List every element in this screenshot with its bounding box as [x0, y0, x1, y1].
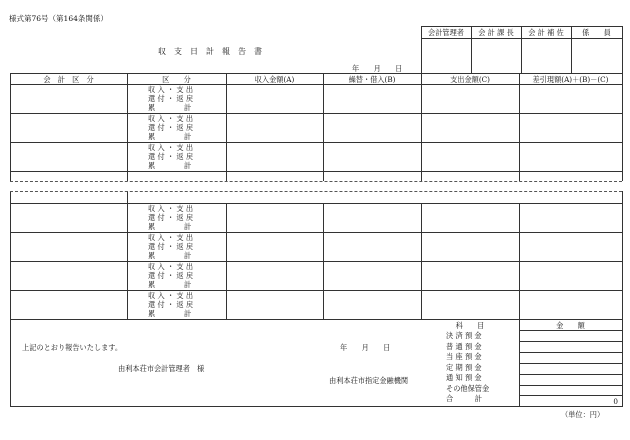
row-type-income: 収 入 ・ 支 出	[148, 85, 194, 94]
unit-note: （単位：円）	[561, 410, 605, 419]
approval-section-chief: 会 計 課 長	[478, 28, 514, 37]
header-expenditure: 支出金額(C)	[450, 75, 490, 84]
account-total: 合 計	[446, 394, 482, 403]
total-amount: 0	[613, 397, 618, 406]
approval-accountant: 会計管理者	[428, 28, 464, 37]
row-type-cumulative: 累 計	[148, 161, 192, 170]
account-notice-deposit: 通 知 預 金	[446, 373, 482, 382]
row-type-cumulative: 累 計	[148, 222, 192, 231]
row-type-refund: 還 付 ・ 返 戻	[148, 242, 194, 251]
row-label-group	[148, 114, 208, 141]
row-label-group	[148, 204, 208, 231]
account-time-deposit: 定 期 預 金	[446, 362, 482, 372]
row-label-group	[148, 85, 208, 112]
row-type-cumulative: 累 計	[148, 309, 192, 318]
row-type-cumulative: 累 計	[148, 280, 192, 289]
account-header: 科 目	[455, 321, 485, 330]
row-type-income: 収 入 ・ 支 出	[148, 143, 194, 152]
header-balance: 差引現額(A)＋(B)－(C)	[532, 75, 609, 84]
account-other: その他保管金	[446, 383, 490, 393]
row-type-income: 収 入 ・ 支 出	[148, 291, 194, 300]
row-type-refund: 還 付 ・ 返 戻	[148, 94, 194, 103]
account-ordinary: 普 通 預 金	[446, 341, 482, 351]
addressee: 由利本荘市会計管理者 様	[118, 364, 205, 373]
amount-header: 金 額	[556, 321, 585, 330]
row-type-refund: 還 付 ・ 返 戻	[148, 152, 194, 161]
header-income: 収入金額(A)	[254, 75, 295, 84]
report-statement: 上記のとおり報告いたします。	[22, 343, 123, 352]
approval-staff: 係 員	[582, 28, 611, 37]
row-type-cumulative: 累 計	[148, 103, 192, 112]
form-number: 様式第76号（第164条関係）	[9, 14, 108, 23]
account-current: 当 座 預 金	[446, 352, 482, 361]
account-settlement: 決 済 預 金	[446, 331, 482, 340]
row-label-group	[148, 291, 208, 318]
row-type-refund: 還 付 ・ 返 戻	[148, 300, 194, 309]
approval-assistant: 会 計 補 佐	[528, 28, 564, 37]
header-accounting-category: 会 計 区 分	[43, 75, 94, 84]
row-type-income: 収 入 ・ 支 出	[148, 233, 194, 242]
row-type-cumulative: 累 計	[148, 251, 192, 260]
header-classification: 区 分	[162, 75, 191, 84]
row-label-group	[148, 143, 208, 170]
report-date: 年 月 日	[352, 64, 403, 73]
row-type-income: 収 入 ・ 支 出	[148, 262, 194, 271]
footer-date: 年 月 日	[340, 343, 391, 352]
row-type-refund: 還 付 ・ 返 戻	[148, 271, 194, 280]
account-list	[446, 331, 506, 405]
row-type-refund: 還 付 ・ 返 戻	[148, 123, 194, 132]
row-type-cumulative: 累 計	[148, 132, 192, 141]
document-title: 収 支 日 計 報 告 書	[158, 47, 262, 56]
row-type-refund: 還 付 ・ 返 戻	[148, 213, 194, 222]
header-transfer: 繰替・借入(B)	[348, 75, 396, 84]
designated-bank: 由利本荘市指定金融機関	[329, 376, 409, 385]
row-type-income: 収 入 ・ 支 出	[148, 114, 194, 123]
row-label-group	[148, 233, 208, 260]
row-label-group	[148, 262, 208, 289]
row-type-income: 収 入 ・ 支 出	[148, 204, 194, 213]
